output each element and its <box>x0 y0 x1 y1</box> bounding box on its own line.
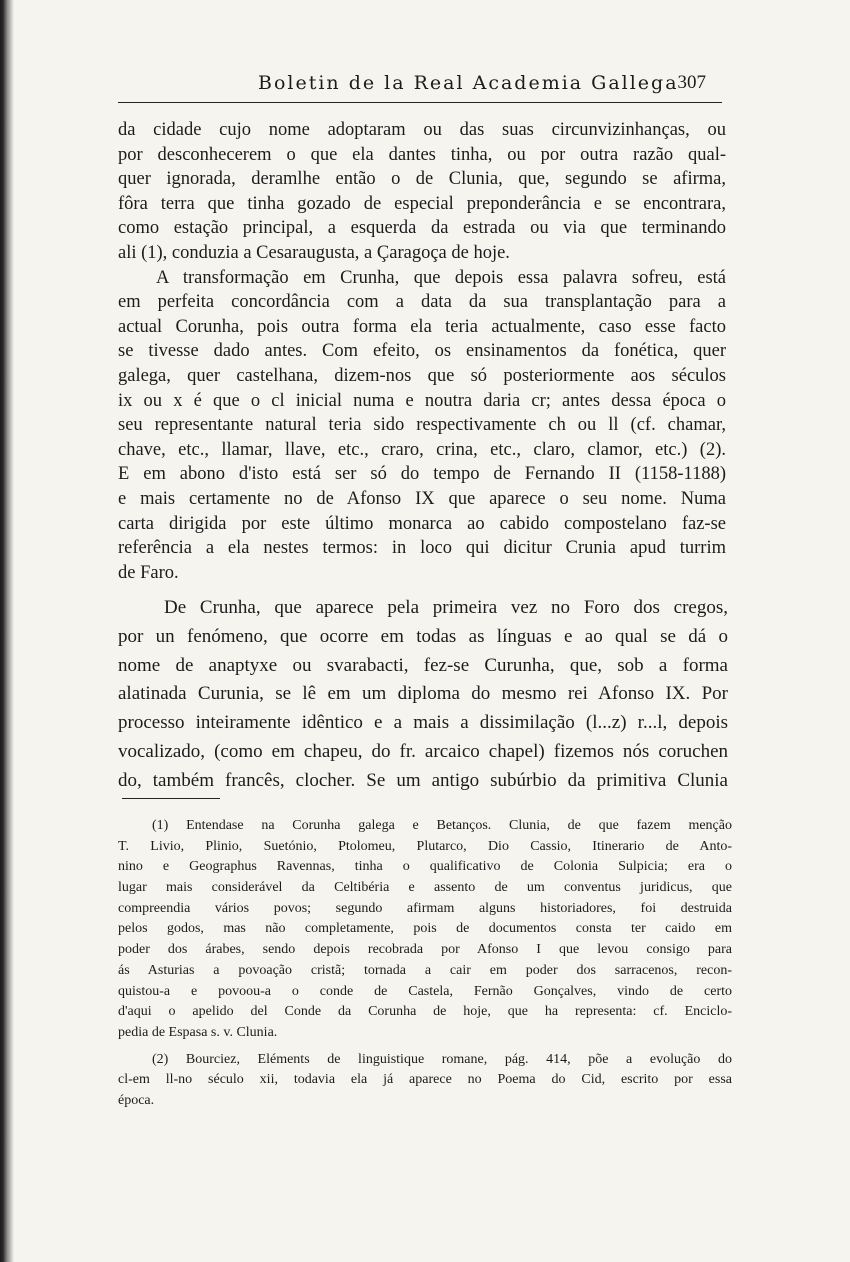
footnote-line: compreendia vários povos; segundo afirmam alguns historiadores, foi destruida <box>118 900 732 916</box>
footnote-line: poder dos árabes, sendo depois recobrada por Afonso I que levou consigo para <box>118 942 732 958</box>
text-line: se tivesse dado antes. Com efeito, os ensinamentos da fonética, quer <box>118 341 726 362</box>
text-line: fôra terra que tinha gozado de especial preponderância e se encontrara, <box>118 193 726 214</box>
text-line: de Faro. <box>118 562 179 583</box>
text-line: referência a ela nestes termos: in loco qui dicitur Crunia apud turrim <box>118 538 726 559</box>
text-line: carta dirigida por este último monarca ao cabido compostelano faz-se <box>118 513 726 534</box>
footnote-line: pelos godos, mas não completamente, pois de documentos consta ter caido em <box>118 921 732 937</box>
text-line: De Crunha, que aparece pela primeira vez no Foro dos cregos, <box>164 597 728 618</box>
paragraph-1 <box>118 118 726 266</box>
footnote-2 <box>118 1050 732 1112</box>
text-line: seu representante natural teria sido respectivamente ch ou ll (cf. chamar, <box>118 415 726 436</box>
footnote-line: lugar mais considerável da Celtibéria e assento de um conventus juridicus, que <box>118 880 732 896</box>
text-line: quer ignorada, deramlhe então o de Clunia, que, segundo se afirma, <box>118 169 726 190</box>
text-line: vocalizado, (como em chapeu, do fr. arcaico chapel) fizemos nós coruchen <box>118 740 728 762</box>
footnote-line: época. <box>118 1092 155 1108</box>
text-line: por un fenómeno, que ocorre em todas as línguas e ao qual se dá o <box>118 625 728 647</box>
footnote-line: (1) Entendase na Corunha galega e Betanços. Clunia, de que fazem menção <box>152 818 732 833</box>
paragraph-3 <box>118 594 728 796</box>
text-line: como estação principal, a esquerda da estrada ou via que terminando <box>118 218 726 239</box>
text-line: E em abono d'isto está ser só do tempo de Fernando II (1158-1188) <box>118 464 726 485</box>
footnote-line: ás Asturias a povoação cristã; tornada a cair em poder dos sarracenos, recon- <box>118 962 732 978</box>
text-line: galega, quer castelhana, dizem-nos que só posteriormente aos séculos <box>118 365 726 386</box>
footnote-line: quistou-a e povoou-a o conde de Castela, Fernão Gonçalves, vindo de certo <box>118 983 732 999</box>
running-title: Boletin de la Real Academia Gallega <box>258 72 679 94</box>
header-rule <box>118 102 722 103</box>
footnote-rule <box>122 798 220 799</box>
footnote-1 <box>118 816 732 1044</box>
text-line: ix ou x é que o cl inicial numa e noutra daria cr; antes dessa época o <box>118 390 726 411</box>
text-line: e mais certamente no de Afonso IX que aparece o seu nome. Numa <box>118 488 726 509</box>
text-line: do, também francês, clocher. Se um antigo subúrbio da primitiva Clunia <box>118 769 728 791</box>
footnote-line: pedia de Espasa s. v. Clunia. <box>118 1024 278 1040</box>
text-line: em perfeita concordância com a data da sua transplantação para a <box>118 292 726 313</box>
body-text <box>118 118 726 585</box>
text-line: alatinada Curunia, se lê em um diploma do mesmo rei Afonso IX. Por <box>118 683 728 705</box>
footnote-line: d'aqui o apelido del Conde da Corunha de hoje, que ha representa: cf. Enciclo- <box>118 1004 732 1020</box>
footnotes <box>118 816 732 1112</box>
footnote-line: (2) Bourciez, Eléments de linguistique romane, pág. 414, põe a evolução do <box>152 1051 732 1067</box>
scan-edge <box>0 0 14 1262</box>
page-header <box>118 72 722 100</box>
text-line: processo inteiramente idêntico e a mais a dissimilação (l...z) r...l, depois <box>118 712 728 734</box>
text-line: A transformação em Crunha, que depois essa palavra sofreu, está <box>156 267 726 288</box>
footnote-line: T. Livio, Plinio, Suetónio, Ptolomeu, Plutarco, Dio Cassio, Itinerario de Anto- <box>118 838 732 854</box>
text-line: ali (1), conduzia a Cesaraugusta, a Çaragoça de hoje. <box>118 242 510 263</box>
page-number: 307 <box>677 72 706 93</box>
text-line: por desconhecerem o que ela dantes tinha, ou por outra razão qual- <box>118 144 726 165</box>
text-line: da cidade cujo nome adoptaram ou das suas circunvizinhanças, ou <box>118 120 726 140</box>
text-line: actual Corunha, pois outra forma ela teria actualmente, caso esse facto <box>118 316 726 337</box>
text-line: chave, etc., llamar, llave, etc., craro, crina, etc., claro, clamor, etc.) (2). <box>118 439 726 460</box>
text-line: nome de anaptyxe ou svarabacti, fez-se Curunha, que, sob a forma <box>118 654 728 676</box>
footnote-line: nino e Geographus Ravennas, tinha o qualificativo de Colonia Sulpicia; era o <box>118 859 732 875</box>
paragraph-2 <box>118 266 726 586</box>
footnote-line: cl-em ll-no século xii, todavia ela já aparece no Poema do Cid, escrito por essa <box>118 1072 732 1088</box>
